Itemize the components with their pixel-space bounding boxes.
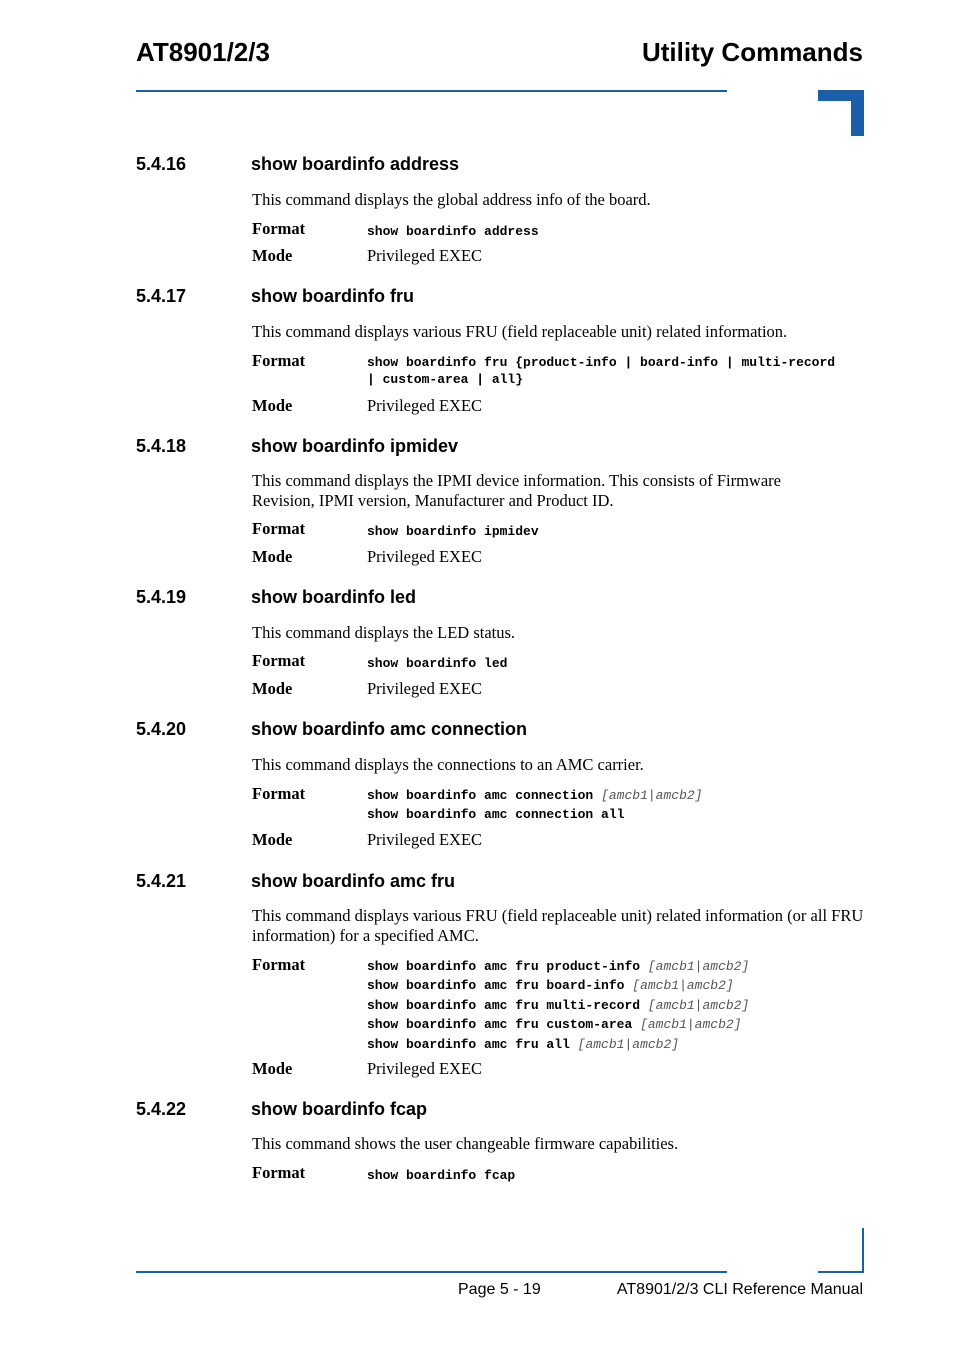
format-label: Format: [252, 955, 306, 974]
mode-label: Mode: [252, 396, 293, 415]
mode-label: Mode: [252, 246, 293, 265]
footer-page-number: Page 5 - 19: [458, 1281, 541, 1298]
mode-value: Privileged EXEC: [367, 679, 483, 698]
mode-label: Mode: [252, 547, 293, 566]
header-left-title: AT8901/2/3: [136, 37, 270, 67]
format-code: show boardinfo ipmidev: [367, 524, 539, 539]
format-line: show boardinfo amc fru product-info [amcb1|amcb2]: [367, 959, 750, 974]
section-heading: [136, 436, 458, 457]
section-number: 5.4.20: [136, 719, 187, 739]
section-title: show boardinfo amc fru: [251, 871, 456, 891]
format-code-block: [367, 957, 867, 1054]
section-description: This command displays the LED status.: [252, 623, 516, 642]
section-description: This command displays the global address info of the board.: [252, 190, 651, 209]
mode-label: Mode: [252, 830, 293, 849]
section-number: 5.4.19: [136, 587, 187, 607]
footer-manual-title: AT8901/2/3 CLI Reference Manual: [616, 1281, 863, 1298]
section-title: show boardinfo fcap: [251, 1099, 428, 1119]
format-line: show boardinfo amc fru multi-record [amcb1|amcb2]: [367, 997, 750, 1013]
section-heading: [136, 587, 416, 608]
format-code: show boardinfo fcap: [367, 1168, 516, 1183]
mode-value: Privileged EXEC: [367, 396, 483, 415]
mode-value: Privileged EXEC: [367, 1059, 483, 1078]
format-code-block: [367, 786, 867, 825]
format-label: Format: [252, 519, 306, 538]
section-description: This command shows the user changeable firmware capabilities.: [252, 1134, 679, 1153]
format-label: Format: [252, 219, 306, 238]
section-description: This command displays the connections to an AMC carrier.: [252, 755, 644, 774]
format-line: show boardinfo amc connection [amcb1|amcb2]: [367, 788, 703, 803]
section-heading: [136, 154, 459, 175]
format-code: show boardinfo fru {product-info | board-info | multi-record | custom-area | all}: [367, 355, 836, 387]
section-title: show boardinfo ipmidev: [251, 436, 459, 456]
section-description: This command displays various FRU (field replaceable unit) related information (or all FRU information) for a specified AMC.: [252, 906, 864, 945]
section-title: show boardinfo led: [251, 587, 416, 607]
section-heading: [136, 719, 527, 740]
section-title: show boardinfo fru: [251, 286, 414, 306]
format-line: show boardinfo amc fru custom-area [amcb1|amcb2]: [367, 1017, 742, 1033]
format-label: Format: [252, 351, 306, 370]
section-number: 5.4.17: [136, 286, 187, 306]
section-heading: [136, 286, 414, 307]
format-label: Format: [252, 1163, 306, 1182]
format-line: show boardinfo amc fru all [amcb1|amcb2]: [367, 1036, 680, 1052]
mode-value: Privileged EXEC: [367, 830, 483, 849]
header-right-title: Utility Commands: [641, 37, 863, 67]
format-code: show boardinfo address: [367, 224, 539, 239]
format-line: show boardinfo amc fru board-info [amcb1|amcb2]: [367, 978, 734, 994]
section-heading: [136, 1099, 427, 1120]
section-heading: [136, 871, 455, 892]
mode-label: Mode: [252, 679, 293, 698]
section-number: 5.4.16: [136, 154, 187, 174]
section-title: show boardinfo address: [251, 154, 460, 174]
section-number: 5.4.22: [136, 1099, 187, 1119]
section-number: 5.4.21: [136, 871, 187, 891]
format-label: Format: [252, 651, 306, 670]
format-code: show boardinfo led: [367, 656, 508, 671]
mode-value: Privileged EXEC: [367, 547, 483, 566]
format-label: Format: [252, 784, 306, 803]
mode-label: Mode: [252, 1059, 293, 1078]
footer-rule: [136, 1271, 727, 1273]
format-line: show boardinfo amc connection all: [367, 807, 625, 823]
section-number: 5.4.18: [136, 436, 187, 456]
section-title: show boardinfo amc connection: [251, 719, 528, 739]
section-description: This command displays various FRU (field replaceable unit) related information.: [252, 322, 788, 341]
section-description: This command displays the IPMI device information. This consists of Firmware Revision, IPMI version, Manufacturer and Product ID.: [252, 471, 781, 510]
mode-value: Privileged EXEC: [367, 246, 483, 265]
header-rule: [136, 90, 727, 92]
